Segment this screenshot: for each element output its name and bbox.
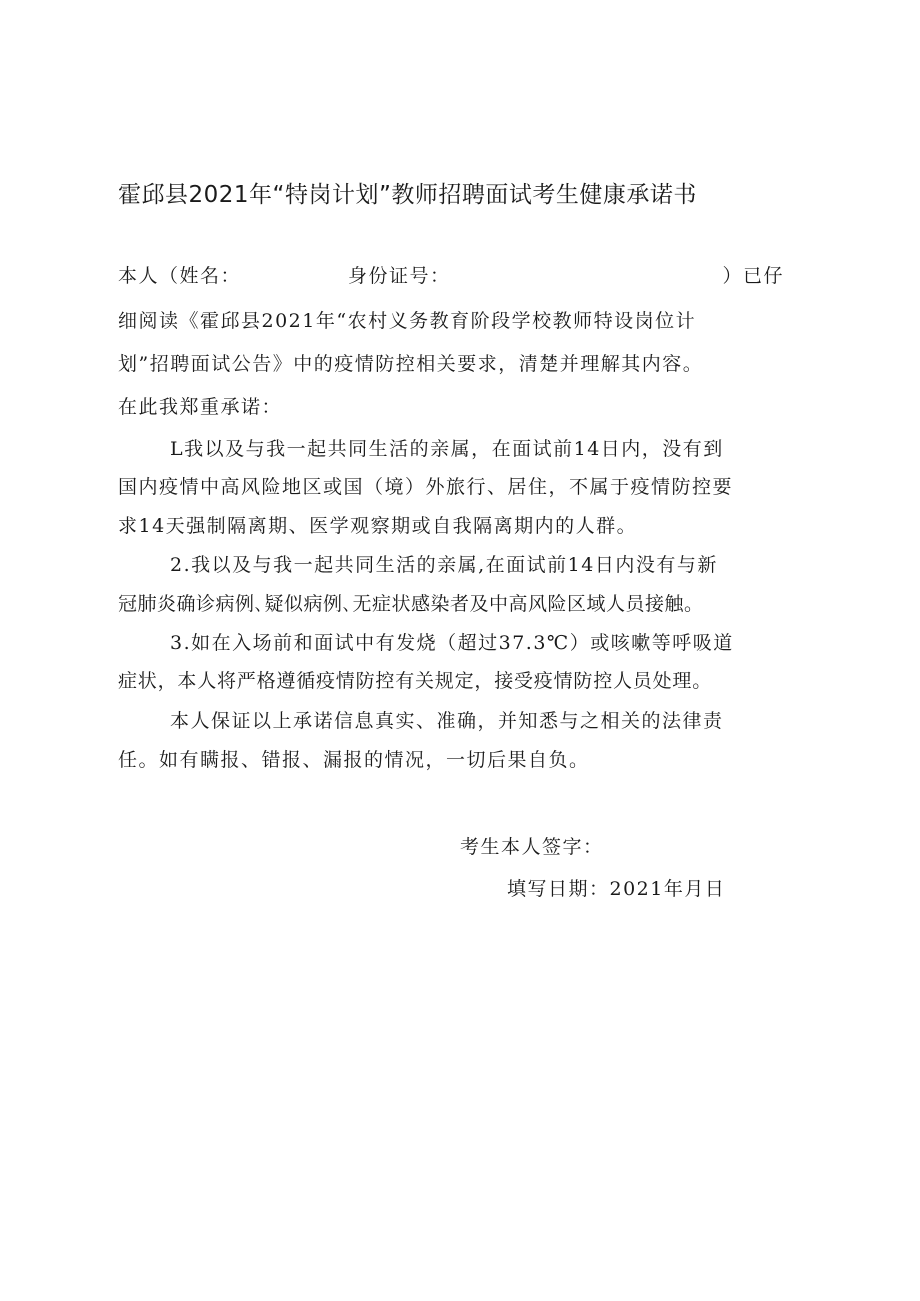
intro-line-1	[118, 261, 784, 288]
item-2-line-1: 2.我以及与我一起共同生活的亲属,在面试前14日内没有与新	[170, 554, 718, 576]
intro-line-1-end: ）已仔	[722, 265, 785, 287]
intro-line-3: 划”招聘面试公告》中的疫情防控相关要求，清楚并理解其内容。	[118, 353, 704, 375]
item-1-line-1: L我以及与我一起共同生活的亲属，在面试前14日内，没有到	[170, 438, 724, 460]
item-2-line-2: 冠肺炎确诊病例､疑似病例､无症状感染者及中高风险区域人员接触。	[118, 593, 704, 615]
item-3-line-1: 3.如在入场前和面试中有发烧（超过37.3℃）或咳嗽等呼吸道	[170, 632, 734, 654]
item-1-line-3: 求14天强制隔离期、医学观察期或自我隔离期内的人群。	[118, 515, 638, 537]
signature-label: 考生本人签字：	[460, 836, 604, 858]
item-3-line-2: 症状，本人将严格遵循疫情防控有关规定，接受疫情防控人员处理。	[118, 670, 713, 692]
item-1-line-2: 国内疫情中高风险地区或国（境）外旅行、居住，不属于疫情防控要	[118, 476, 734, 498]
id-label: 身份证号：	[348, 265, 451, 287]
document-title: 霍邱县2021年“特岗计划”教师招聘面试考生健康承诺书	[118, 182, 697, 208]
intro-line-4: 在此我郑重承诺：	[118, 396, 283, 418]
name-label: 本人（姓名：	[118, 265, 242, 287]
guarantee-line-2: 任。如有瞒报、错报、漏报的情况，一切后果自负。	[118, 749, 590, 771]
date-label: 填写日期：2021年月日	[507, 878, 726, 900]
intro-line-2: 细阅读《霍邱县2021年“农村义务教育阶段学校教师特设岗位计	[118, 310, 697, 332]
guarantee-line-1: 本人保证以上承诺信息真实、准确，并知悉与之相关的法律责	[170, 710, 724, 732]
